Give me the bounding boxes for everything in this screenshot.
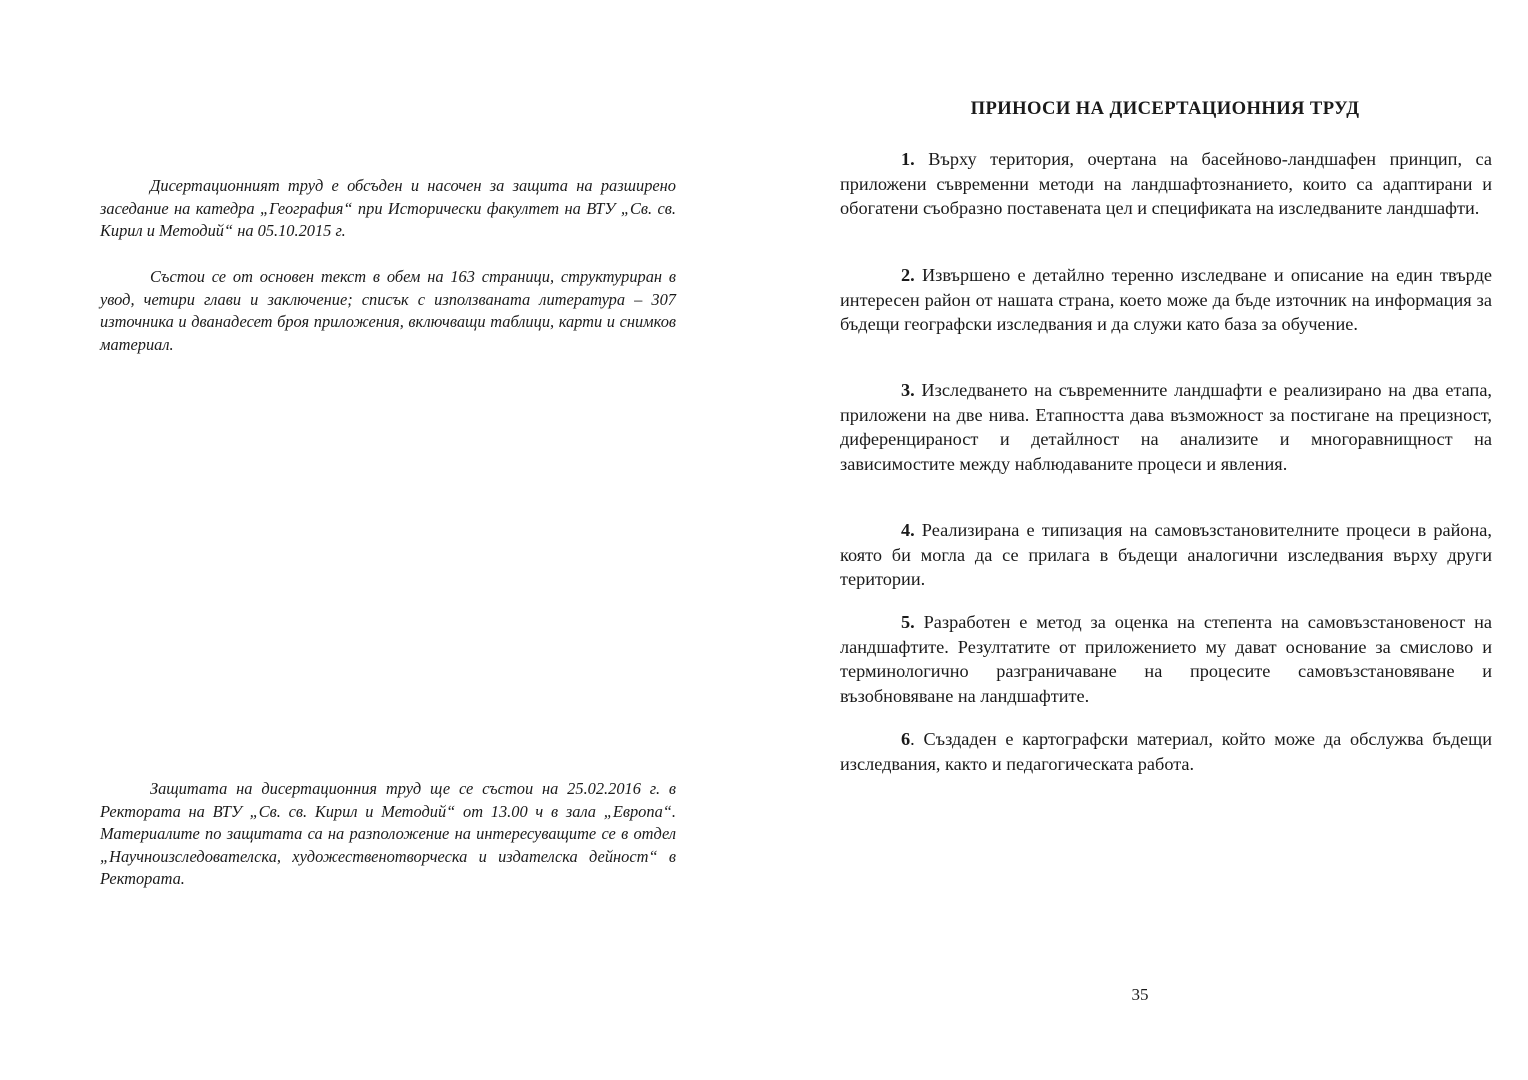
page-title: ПРИНОСИ НА ДИСЕРТАЦИОННИЯ ТРУД <box>970 98 1360 119</box>
contribution-text: . Създаден е картографски материал, който може да обслужва бъдещи изследвания, както и педагогическата работа. <box>840 729 1492 774</box>
contribution-number: 3. <box>901 380 915 400</box>
thesis-structure-paragraph: Състои се от основен текст в обем на 163 страници, структуриран в увод, четири глави и заключение; списък с използваната литература – 307 източника и дванадесет броя приложения, включващи таблици, карти и снимков материал. <box>100 267 676 354</box>
defense-info-paragraph: Защитата на дисертационния труд ще се състои на 25.02.2016 г. в Ректората на ВТУ „Св. св. Кирил и Методий“ от 13.00 ч в зала „Европа“. Материалите по защитата са на разположение на интересуващите се в отдел „Научноизследователска, художественотворческа и издателска дейност“ в Ректората. <box>100 779 676 888</box>
contribution-number: 4. <box>901 520 915 540</box>
contribution-text: Изследването на съвременните ландшафти е реализирано на два етапа, приложени на две нива. Етапността дава възможност за постигане на прецизност, диференцираност и детайлност на анализите и многоравнищност на зависимостите между наблюдаваните процеси и явления. <box>840 380 1492 474</box>
defense-discussion-paragraph: Дисертационният труд е обсъден и насочен за защита на разширено заседание на катедра „География“ при Исторически факултет на ВТУ „Св. св. Кирил и Методий“ на 05.10.2015 г. <box>100 176 676 240</box>
page-number: 35 <box>1131 985 1149 1004</box>
contribution-text: Извършено е детайлно теренно изследване и описание на един твърде интересен район от нашата страна, което може да бъде източник на информация за бъдещи географски изследвания и да служи като база за обучение. <box>840 265 1492 335</box>
contribution-item <box>840 518 1492 592</box>
contribution-item <box>840 263 1492 337</box>
contribution-number: 1. <box>901 149 915 169</box>
contribution-item <box>840 147 1492 221</box>
contribution-item <box>840 610 1492 708</box>
contribution-item <box>840 378 1492 476</box>
right-page <box>764 0 1528 1080</box>
contribution-text: Реализирана е типизация на самовъзстановителните процеси в района, която би могла да се прилага в бъдещи аналогични изследвания върху други територии. <box>840 520 1492 590</box>
contribution-text: Върху територия, очертана на басейново-ландшафен принцип, са приложени съвременни методи на ландшафтознанието, които са адаптирани и обогатени съобразно поставената цел и спецификата на изследваните ландшафти. <box>840 149 1492 219</box>
contribution-text: Разработен е метод за оценка на степента на самовъзстановеност на ландшафтите. Резултатите от приложението му дават основание за смислово и терминологично разграничаване на процесите самовъзстановяване и възобновяване на ландшафтите. <box>840 612 1492 706</box>
contribution-number: 6 <box>901 729 911 749</box>
contribution-item <box>840 727 1492 776</box>
contribution-number: 5. <box>901 612 915 632</box>
contribution-number: 2. <box>901 265 915 285</box>
